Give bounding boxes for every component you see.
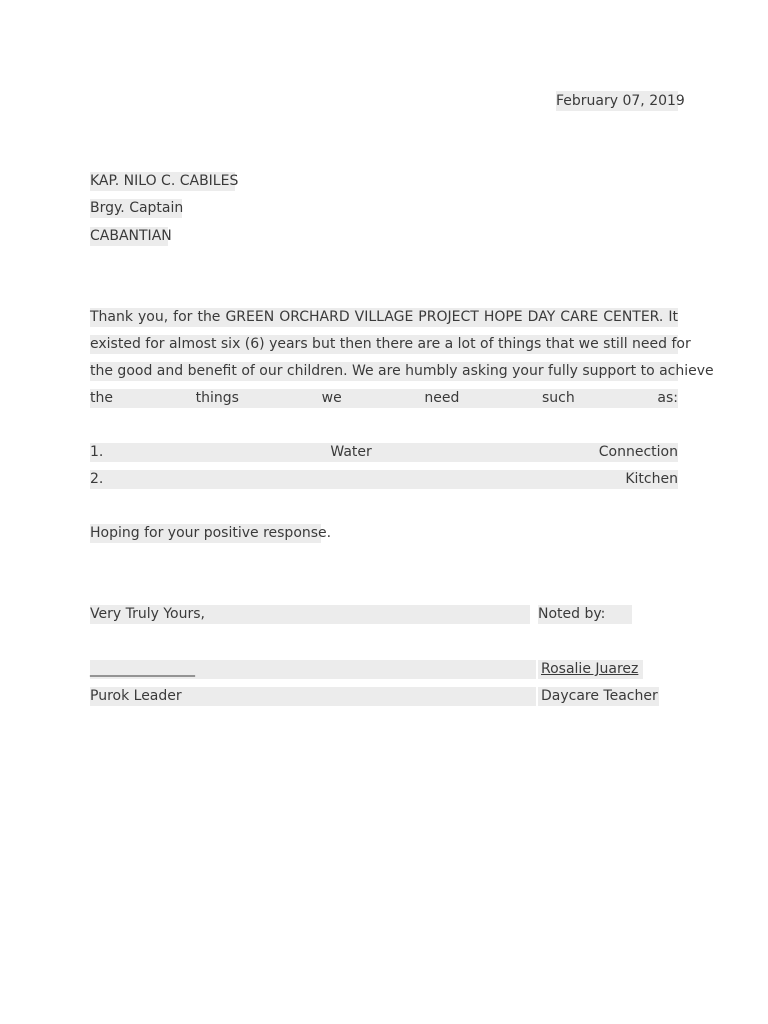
needs-item-number: 2. [90,471,104,487]
noted-name-wrap [538,660,643,679]
recipient-place: CABANTIAN [90,228,172,244]
body-line-1: Thank you, for the GREEN ORCHARD VILLAGE PROJECT HOPE DAY CARE CENTER. It [90,309,678,325]
needs-item-word-b: Kitchen [625,471,678,487]
body-line-2: existed for almost six (6) years but then there are a lot of things that we still need for [90,336,691,352]
sender-role: Purok Leader [90,687,536,706]
closing-salutation: Very Truly Yours, [90,605,530,624]
needs-list-item-2 [90,470,678,489]
needs-list-item-1 [90,443,678,462]
letter-date: February 07, 2019 [556,93,685,109]
needs-item-number: 1. [90,444,104,460]
letter-body [90,308,714,416]
recipient-title: Brgy. Captain [90,200,184,216]
signature-line: _______________ [90,660,536,679]
noted-by-role: Daycare Teacher [538,687,659,706]
closing-note: Hoping for your positive response. [90,525,332,541]
noted-by-label: Noted by: [538,605,632,624]
body-line-3: the good and benefit of our children. We are humbly asking your fully support to achieve [90,363,714,379]
body-line-4: the things we need such as: [90,390,678,406]
recipient-name: KAP. NILO C. CABILES [90,173,239,189]
noted-by-name: Rosalie Juarez [541,661,639,677]
needs-item-word-b: Connection [598,444,678,460]
needs-item-word-a: Water [330,444,372,460]
